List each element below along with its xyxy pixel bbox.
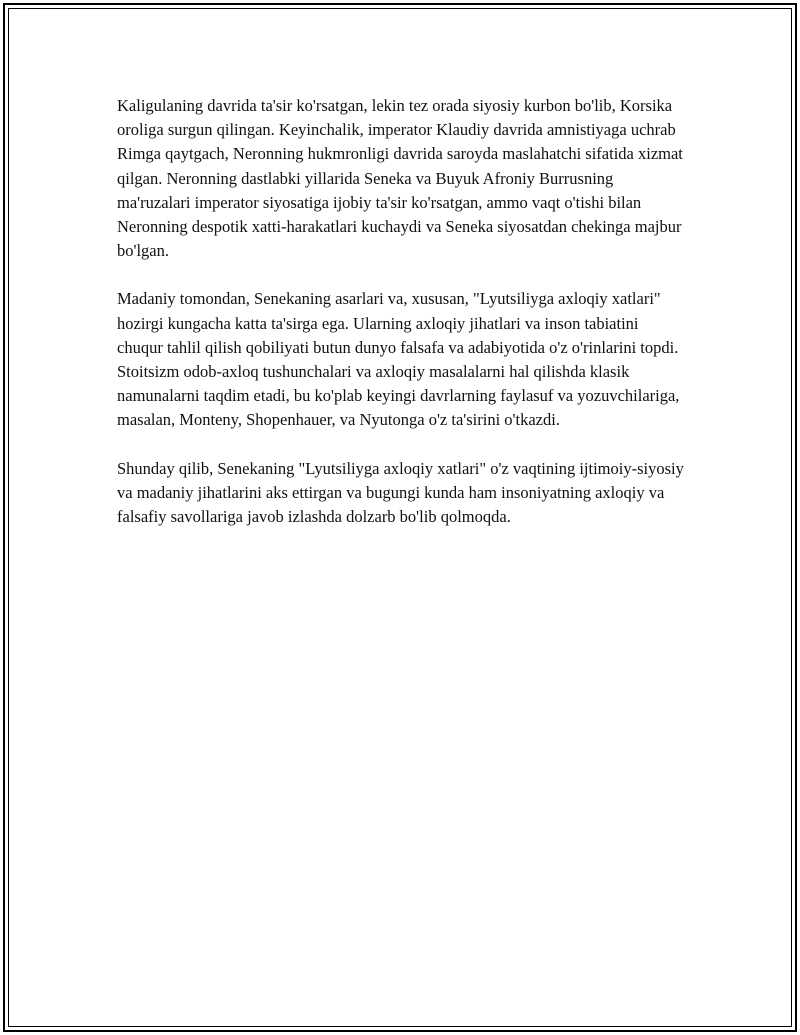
paragraph-1: Kaligulaning davrida ta'sir ko'rsatgan, lekin tez orada siyosiy kurbon bo'lib, Korsika oroliga surgun qilingan. Keyinchalik, imperator Klaudiy davrida amnistiyaga uchrab Rimga qaytgach, Neronning hukmronligi davrida saroyda maslahatchi sifatida xizmat qilgan. Neronning dastlabki yillarida Seneka va Buyuk Afroniy Burrusning ma'ruzalari imperator siyosatiga ijobiy ta'sir ko'rsatgan, ammo vaqt o'tishi bilan Neronning despotik xatti-harakatlari kuchaydi va Seneka siyosatdan chekinga majbur bo'lgan. xyxy=(117,96,683,261)
document-body xyxy=(117,94,687,553)
paragraph-3: Shunday qilib, Senekaning "Lyutsiliyga axloqiy xatlari" o'z vaqtining ijtimoiy-siyosiy va madaniy jihatlarini aks ettirgan va bugungi kunda ham insoniyatning axloqiy va falsafiy savollariga javob izlashda dolzarb bo'lib qolmoqda. xyxy=(117,458,684,527)
paragraph-2: Madaniy tomondan, Senekaning asarlari va, xususan, "Lyutsiliyga axloqiy xatlari" hozirgi kungacha katta ta'sirga ega. Ularning axloqiy jihatlari va inson tabiatini chuqur tahlil qilish qobiliyati butun dunyo falsafa va adabiyotida o'z o'rinlarini topdi. Stoitsizm odob-axloq tushunchalari va axloqiy masalalarni hal qilishda klasik namunalarni taqdim etadi, bu ko'plab keyingi davrlarning faylasuf va yozuvchilariga, masalan, Monteny, Shopenhauer, va Nyutonga o'z ta'sirini o'tkazdi. xyxy=(117,289,680,430)
